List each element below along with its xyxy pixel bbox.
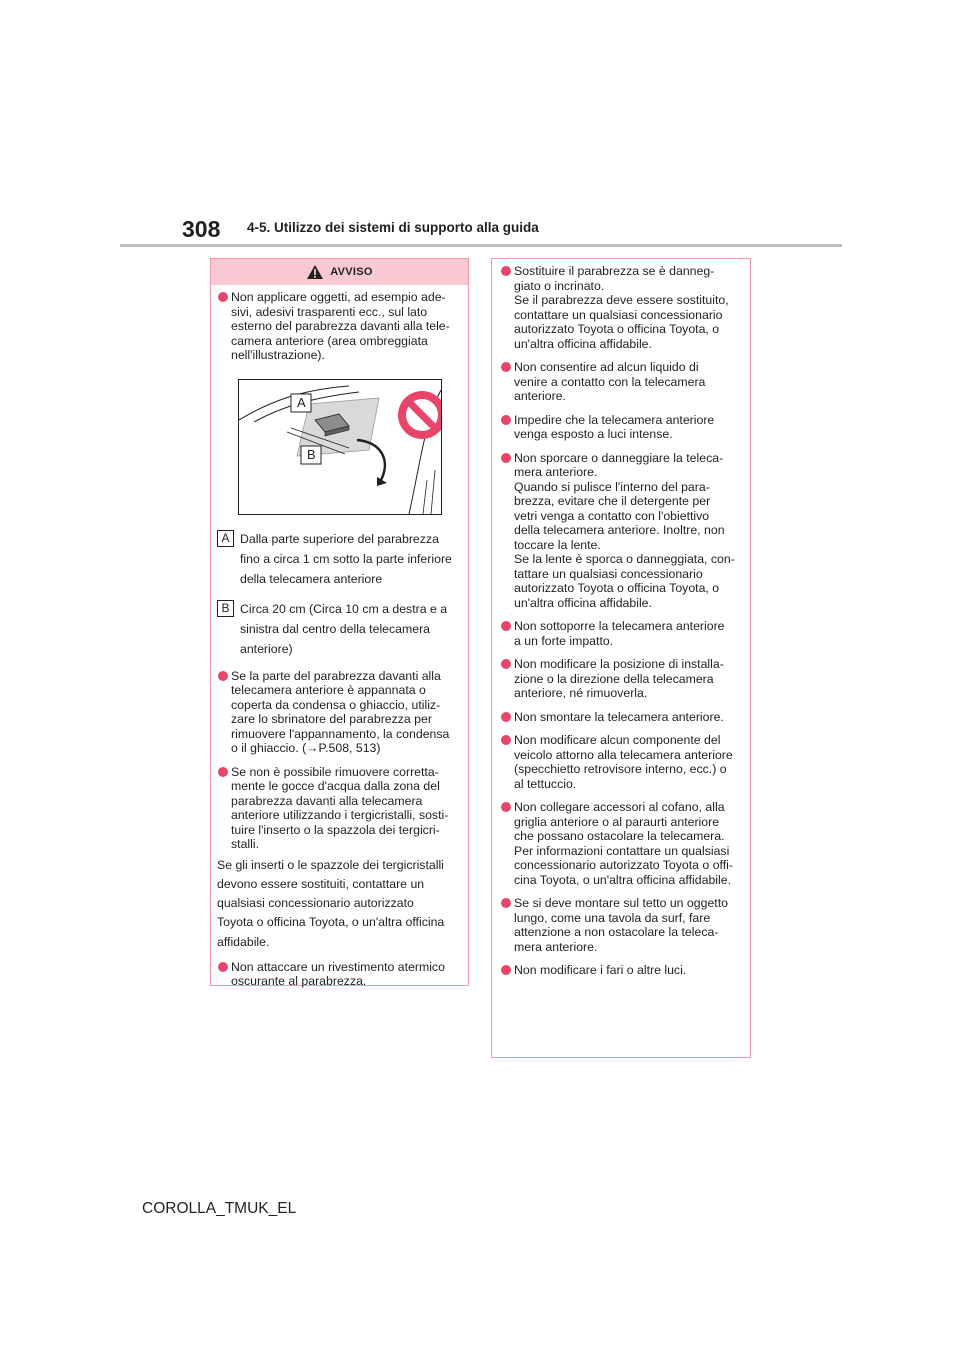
windshield-drawing	[239, 380, 441, 514]
warning-bullet	[500, 264, 740, 351]
bullet-dot-icon	[501, 266, 511, 276]
warning-triangle-icon	[306, 264, 324, 280]
bullet-dot-icon	[218, 767, 228, 777]
bullet-text: Non modificare i fari o altre luci.	[514, 963, 687, 977]
bullet-text: Se non è possibile rimuovere corretta- mente le gocce d'acqua dalla zona del parabrezza davanti alla telecamera anteriore utilizzando i tergicristalli, sosti- tuire l'inserto o la spazzola dei tergicri- stalli.	[231, 764, 449, 851]
bullet-text: Non smontare la telecamera anteriore.	[514, 709, 724, 724]
bullet-text: Non applicare oggetti, ad esempio ade- sivi, adesivi trasparenti ecc., sul lato esterno del parabrezza davanti alla tele- camera anteriore (area ombreggiata nell'illustrazione).	[231, 290, 450, 362]
warning-bullet	[500, 963, 740, 978]
legend-a	[217, 529, 458, 589]
bullet-dot-icon	[218, 671, 228, 681]
bullet-dot-icon	[501, 621, 511, 631]
bullet-text: Non collegare accessori al cofano, alla griglia anteriore o al paraurti anteriore che possano ostacolare la telecamera. Per informazioni contattare un qualsiasi concessionario autorizzato Toyota o offi- cina Toyota, o un'altra officina affidabile.	[514, 800, 733, 887]
bullet-text: Non modificare la posizione di installa- zione o la direzione della telecamera anteriore, né rimuoverla.	[514, 657, 724, 700]
warning-bullet	[500, 896, 740, 954]
bullet-text: Impedire che la telecamera anteriore venga esposto a luci intense.	[514, 412, 715, 441]
warning-bullet	[500, 733, 740, 791]
warning-bullet	[500, 657, 740, 701]
warning-box-continued	[491, 258, 751, 1058]
bullet-dot-icon	[501, 898, 511, 908]
header-rule	[120, 244, 842, 247]
legend-text-b: Circa 20 cm (Circa 10 cm a destra e a sinistra dal centro della telecamera anteriore)	[240, 601, 448, 656]
bullet-dot-icon	[501, 802, 511, 812]
legend-b	[217, 599, 458, 659]
warning-bullet	[217, 669, 458, 756]
windshield-camera-illustration	[238, 379, 442, 515]
bullet-text: Se la parte del parabrezza davanti alla telecamera anteriore è appannata o coperta da condensa o ghiaccio, utiliz- zare lo sbrinatore del parabrezza per rimuovere l'appannamento, la condensa o il ghiaccio. (→P.508, 513)	[231, 668, 450, 755]
bullet-text: Non sporcare o danneggiare la teleca- mera anteriore. Quando si pulisce l'interno del para- brezza, evitare che il detergente per vetri venga a contatto con l'obiettivo della telecamera anteriore. Inoltre, non toccare la lente. Se la lente è sporca o danneggiata, con- tattare un qualsiasi concessionario autorizzato Toyota o officina Toyota, o un'altra officina affidabile.	[514, 450, 735, 610]
bullet-text: Sostituire il parabrezza se è danneg- giato o incrinato. Se il parabrezza deve essere sostituito, contattare un qualsiasi concessionario autorizzato Toyota o officina Toyota, o un'altra officina affidabile.	[514, 264, 729, 351]
warning-bullet	[500, 619, 740, 648]
bullet-text: Se si deve montare sul tetto un oggetto lungo, come una tavola da surf, fare attenzione a non ostacolare la teleca- mera anteriore.	[514, 896, 728, 954]
warning-title: AVVISO	[330, 266, 373, 278]
warning-bullet	[217, 960, 458, 989]
bullet-text: Non sottoporre la telecamera anteriore a un forte impatto.	[514, 619, 725, 648]
bullet-dot-icon	[501, 659, 511, 669]
warning-bullet	[217, 765, 458, 852]
bullet-dot-icon	[218, 292, 228, 302]
bullet-dot-icon	[501, 965, 511, 975]
section-title: 4-5. Utilizzo dei sistemi di supporto alla guida	[247, 220, 539, 235]
bullet-text: Non consentire ad alcun liquido di venire a contatto con la telecamera anteriore.	[514, 360, 706, 403]
bullet-text: Non attaccare un rivestimento atermico oscurante al parabrezza.	[231, 959, 445, 989]
page-number: 308	[182, 216, 221, 242]
footer-model-code: COROLLA_TMUK_EL	[142, 1200, 297, 1217]
legend-mark-a: A	[217, 530, 234, 547]
legend-text-a: Dalla parte superiore del parabrezza fino a circa 1 cm sotto la parte inferiore della telecamera anteriore	[240, 531, 452, 586]
legend-mark-b: B	[217, 600, 234, 617]
wiper-paragraph: Se gli inserti o le spazzole dei tergicristalli devono essere sostituiti, contattare un qualsiasi concessionario autorizzato Toyota o officina Toyota, o un'altra officina affidabile.	[217, 857, 445, 949]
warning-box	[210, 258, 469, 989]
warning-bullet	[500, 800, 740, 887]
warning-bullet	[500, 451, 740, 611]
warning-bullet	[500, 360, 740, 404]
warning-bullet	[500, 413, 740, 442]
bullet-text: Non modificare alcun componente del veicolo attorno alla telecamera anteriore (specchietto retrovisore interno, ecc.) o al tettuccio.	[514, 733, 733, 791]
bullet-dot-icon	[501, 712, 511, 722]
bullet-dot-icon	[501, 362, 511, 372]
bullet-dot-icon	[501, 735, 511, 745]
figure-label-b: B	[307, 446, 316, 462]
bullet-dot-icon	[501, 453, 511, 463]
warning-header	[211, 259, 468, 285]
bullet-dot-icon	[218, 962, 228, 972]
figure-label-a: A	[297, 394, 306, 410]
bullet-dot-icon	[501, 415, 511, 425]
warning-bullet	[500, 710, 740, 725]
warning-bullet	[217, 290, 458, 363]
